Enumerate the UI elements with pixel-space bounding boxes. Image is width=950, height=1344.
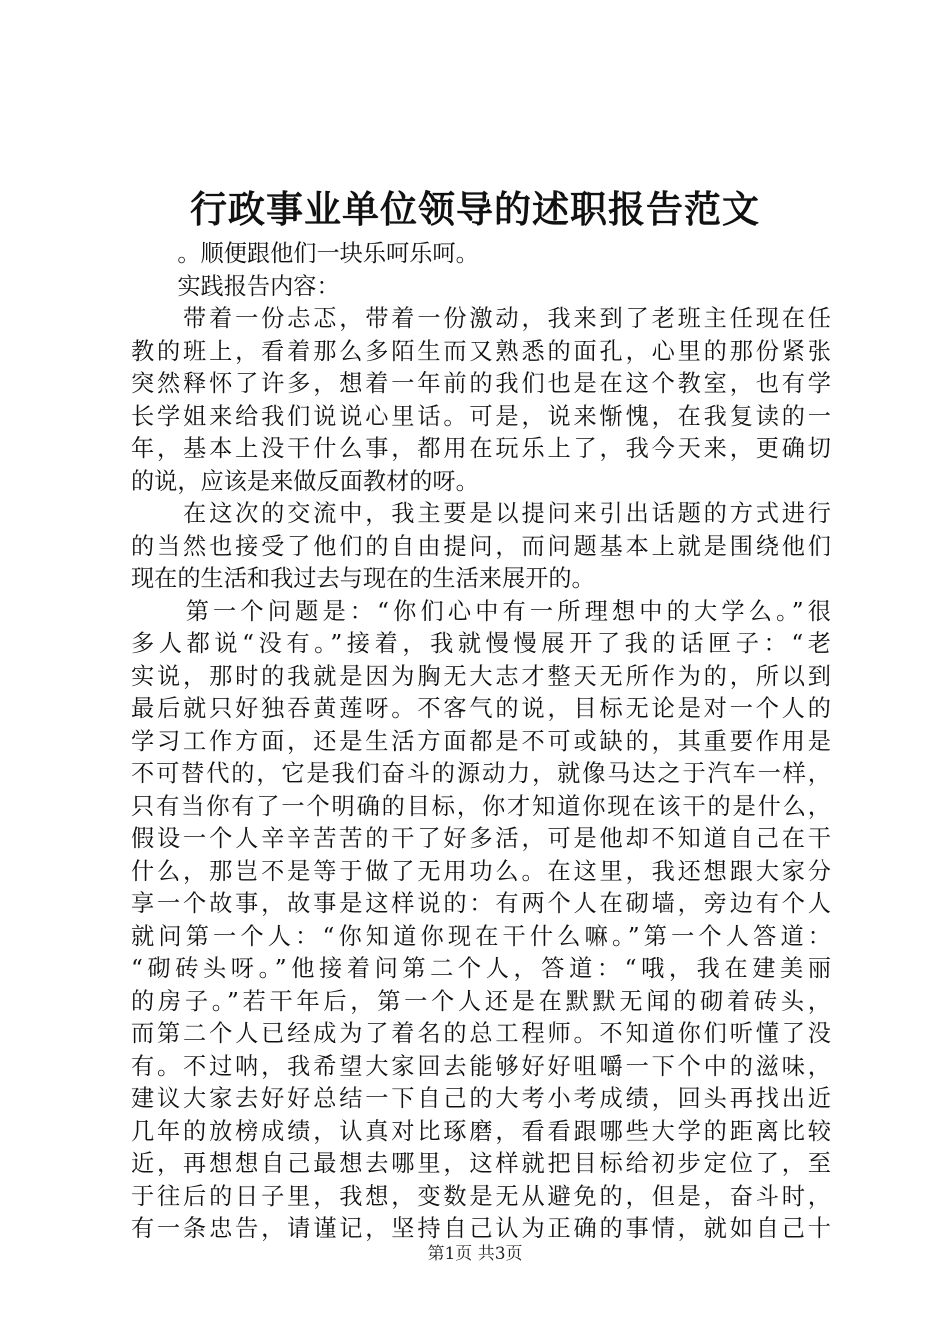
text-line: 。顺便跟他们一块乐呵乐呵。 bbox=[131, 240, 479, 267]
text-line: 现在的生活和我过去与现在的生活来展开的。 bbox=[131, 565, 595, 592]
text-line: “砌砖头呀。”他接着问第二个人，答道：“哦，我在建美丽 bbox=[131, 955, 831, 982]
text-line: 最后就只好独吞黄莲呀。不客气的说，目标无论是对一个人的 bbox=[131, 695, 831, 722]
text-line: 的说，应该是来做反面教材的呀。 bbox=[131, 467, 479, 495]
text-line: 实践报告内容： bbox=[131, 272, 340, 300]
text-line: 几年的放榜成绩，认真对比琢磨，看看跟哪些大学的距离比较 bbox=[131, 1117, 831, 1145]
text-line: 近，再想想自己最想去哪里，这样就把目标给初步定位了，至 bbox=[131, 1150, 831, 1177]
text-line: 什么，那岂不是等于做了无用功么。在这里，我还想跟大家分 bbox=[131, 857, 831, 885]
text-line: 学习工作方面，还是生活方面都是不可或缺的，其重要作用是 bbox=[131, 727, 831, 755]
text-line: 年，基本上没干什么事，都用在玩乐上了，我今天来，更确切 bbox=[131, 435, 831, 462]
text-line: 在这次的交流中，我主要是以提问来引出话题的方式进行 bbox=[131, 500, 831, 527]
document-body bbox=[131, 238, 831, 1246]
text-line: 就问第一个人：“你知道你现在干什么嘛。”第一个人答道： bbox=[131, 922, 831, 950]
text-line: 的当然也接受了他们的自由提问，而问题基本上就是围绕他们 bbox=[131, 532, 831, 560]
text-line: 不可替代的，它是我们奋斗的源动力，就像马达之于汽车一样， bbox=[131, 760, 831, 787]
text-line: 带着一份忐忑，带着一份激动，我来到了老班主任现在任 bbox=[131, 305, 831, 332]
text-line: 建议大家去好好总结一下自己的大考小考成绩，回头再找出近 bbox=[131, 1085, 831, 1112]
text-line: 有一条忠告，请谨记，坚持自己认为正确的事情，就如自己十 bbox=[131, 1215, 831, 1242]
text-line: 教的班上，看着那么多陌生而又熟悉的面孔，心里的那份紧张 bbox=[131, 337, 831, 365]
text-line: 多人都说“没有。”接着，我就慢慢展开了我的话匣子：“老 bbox=[131, 630, 831, 657]
text-line: 有。不过呐，我希望大家回去能够好好咀嚼一下个中的滋味， bbox=[131, 1052, 831, 1080]
text-line: 长学姐来给我们说说心里话。可是，说来惭愧，在我复读的一 bbox=[131, 402, 831, 430]
text-line: 实说，那时的我就是因为胸无大志才整天无所作为的，所以到 bbox=[131, 662, 831, 690]
text-line: 只有当你有了一个明确的目标，你才知道你现在该干的是什么， bbox=[131, 792, 831, 820]
page-footer: 第1页 共3页 bbox=[427, 1244, 523, 1264]
text-line: 第一个问题是：“你们心中有一所理想中的大学么。”很 bbox=[131, 597, 831, 625]
text-line: 的房子。”若干年后，第一个人还是在默默无闻的砌着砖头， bbox=[131, 987, 831, 1015]
text-line: 突然释怀了许多，想着一年前的我们也是在这个教室，也有学 bbox=[131, 370, 831, 397]
text-line: 而第二个人已经成为了着名的总工程师。不知道你们听懂了没 bbox=[131, 1020, 831, 1047]
text-line: 享一个故事，故事是这样说的：有两个人在砌墙，旁边有个人 bbox=[131, 890, 831, 917]
text-line: 假设一个人辛辛苦苦的干了好多活，可是他却不知道自己在干 bbox=[131, 825, 831, 852]
text-line: 于往后的日子里，我想，变数是无从避免的，但是，奋斗时， bbox=[131, 1182, 831, 1210]
document-title: 行政事业单位领导的述职报告范文 bbox=[190, 187, 760, 231]
